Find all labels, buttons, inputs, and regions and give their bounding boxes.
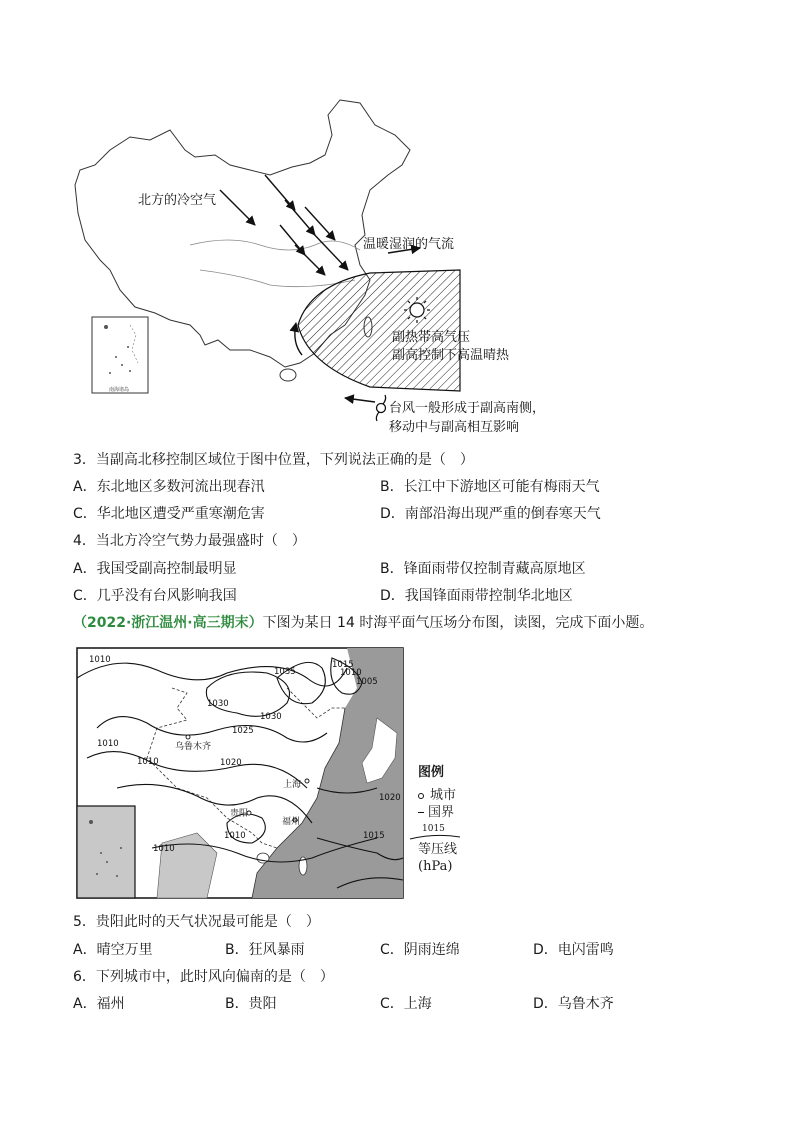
south-china-sea-inset <box>92 317 148 393</box>
question-5-stem: 5．贵阳此时的天气状况最可能是（ ） <box>73 914 320 930</box>
legend-unit: (hPa) <box>418 859 453 874</box>
question-5-option-d[interactable]: D．电闪雷鸣 <box>533 942 614 958</box>
isobar-label: 1035 <box>274 667 296 677</box>
question-3-option-a[interactable]: A．东北地区多数河流出现春汛 <box>73 479 265 495</box>
legend-title: 图例 <box>418 765 445 780</box>
isobar-label: 1015 <box>363 831 385 841</box>
inset-label: 南海诸岛 <box>108 387 130 393</box>
china-climate-map <box>70 95 546 440</box>
legend-city-row <box>418 787 478 804</box>
question-3-option-b[interactable]: B．长江中下游地区可能有梅雨天气 <box>380 479 600 495</box>
question-6-option-c[interactable]: C．上海 <box>380 996 432 1012</box>
isobar-label: 1010 <box>340 668 362 678</box>
question-3-option-d[interactable]: D．南部沿海出现严重的倒春寒天气 <box>380 506 601 522</box>
question-4-stem: 4．当北方冷空气势力最强盛时（ ） <box>73 533 306 549</box>
label-subtropical-high: 副热带高气压 <box>392 330 471 345</box>
city-shanghai: 上海 <box>283 780 302 790</box>
typhoon-arrow <box>345 398 375 402</box>
isobar-label: 1010 <box>137 757 159 767</box>
question-5-option-c[interactable]: C．阴雨连绵 <box>380 942 460 958</box>
pressure-field-map <box>77 648 403 898</box>
question-6-option-b[interactable]: B．贵阳 <box>225 996 277 1012</box>
legend-isobar-sample <box>418 825 478 841</box>
question-5-option-a[interactable]: A．晴空万里 <box>73 942 153 958</box>
legend-isobar: 等压线 <box>418 842 458 857</box>
city-marker <box>305 779 309 783</box>
question-3-option-c[interactable]: C．华北地区遭受严重寒潮危害 <box>73 506 265 522</box>
label-typhoon-line2: 移动中与副高相互影响 <box>389 420 520 435</box>
south-china-sea-inset <box>77 806 135 898</box>
legend-border-row <box>418 804 478 821</box>
typhoon-icon <box>376 395 385 421</box>
isobar-label: 1015 <box>332 660 354 670</box>
question-6-stem: 6．下列城市中，此时风向偏南的是（ ） <box>73 969 334 985</box>
legend-isobar-sample-value: 1015 <box>422 824 445 834</box>
map-legend <box>418 764 478 875</box>
city-symbol-icon <box>418 793 424 799</box>
question-6-option-d[interactable]: D．乌鲁木齐 <box>533 996 614 1012</box>
question-4-option-c[interactable]: C．几乎没有台风影响我国 <box>73 588 237 604</box>
question-4-option-a[interactable]: A．我国受副高控制最明显 <box>73 561 237 577</box>
intro-text: 下图为某日 14 时海平面气压场分布图，读图，完成下面小题。 <box>262 615 654 631</box>
city-guiyang: 贵阳 <box>230 809 249 819</box>
city-urumqi: 乌鲁木齐 <box>175 742 212 752</box>
city-fuzhou: 福州 <box>282 817 301 827</box>
label-cold-air: 北方的冷空气 <box>138 193 217 208</box>
city-marker <box>186 735 190 739</box>
legend-city: 城市 <box>430 788 457 803</box>
border-symbol-icon <box>418 812 424 813</box>
intro-line <box>73 613 653 633</box>
question-source: （2022·浙江温州·高三期末） <box>73 615 263 631</box>
isobar-label: 1005 <box>356 677 378 687</box>
question-4-option-d[interactable]: D．我国锋面雨带控制华北地区 <box>380 588 573 604</box>
question-3-stem: 3．当副高北移控制区域位于图中位置，下列说法正确的是（ ） <box>73 452 474 468</box>
legend-border: 国界 <box>428 805 455 820</box>
isobar-label: 1010 <box>97 739 119 749</box>
isobar-label: 1010 <box>89 655 111 665</box>
question-4-option-b[interactable]: B．锋面雨带仅控制青藏高原地区 <box>380 561 586 577</box>
isobar-label: 1020 <box>220 758 242 768</box>
isobar-label: 1025 <box>232 726 254 736</box>
question-6-option-a[interactable]: A．福州 <box>73 996 125 1012</box>
isobar-label: 1020 <box>379 793 401 803</box>
isobar-label: 1010 <box>224 831 246 841</box>
isobar-label: 1010 <box>153 844 175 854</box>
label-high-control: 副高控制下高温晴热 <box>392 348 510 363</box>
isobar-label: 1030 <box>260 712 282 722</box>
question-5-option-b[interactable]: B．狂风暴雨 <box>225 942 305 958</box>
label-typhoon-line1: 台风一般形成于副高南侧， <box>389 401 546 416</box>
label-warm-air: 温暖湿润的气流 <box>363 237 455 252</box>
isobar-label: 1030 <box>207 699 229 709</box>
